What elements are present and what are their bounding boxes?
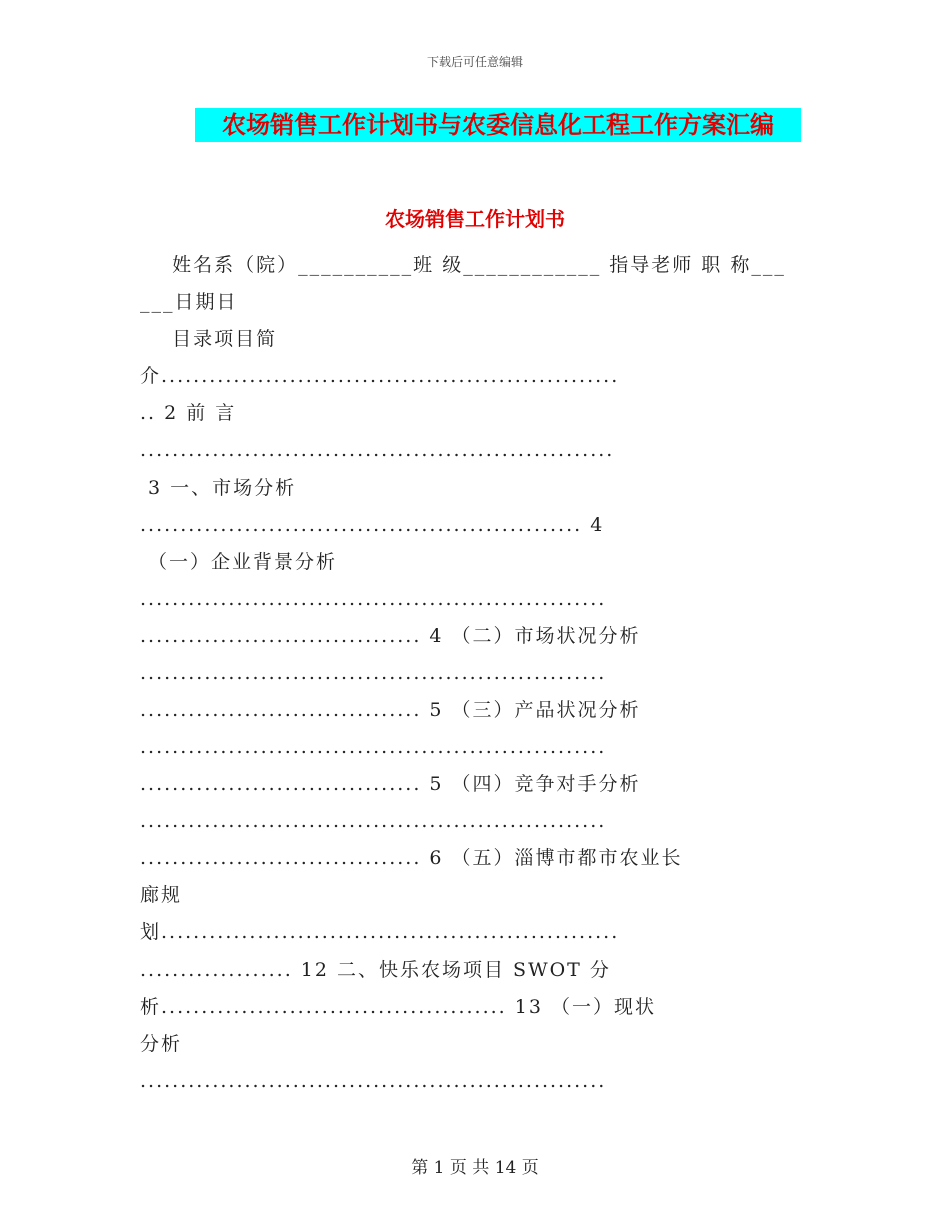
toc-line: ..........................................................	[140, 662, 607, 684]
toc-line: ................................... 4 （二）市场状况分析	[140, 625, 641, 647]
toc-line: 划.........................................................	[140, 921, 620, 943]
toc-line: ..........................................................	[140, 588, 607, 610]
page-footer: 第 1 页 共 14 页	[411, 1158, 539, 1178]
info-line-cont: ___日期日	[140, 291, 238, 313]
toc-line: 3 一、市场分析	[140, 477, 297, 499]
info-line: 姓名系（院）__________班 级____________ 指导老师 职 称___	[140, 254, 786, 276]
toc-line: ....................................................... 4	[140, 514, 605, 536]
toc-line: ..........................................................	[140, 736, 607, 758]
header-note: 下载后可任意编辑	[426, 55, 523, 69]
toc-heading: 目录项目简	[140, 328, 278, 350]
toc-line: ................................... 5 （三）产品状况分析	[140, 699, 641, 721]
toc-line: .. 2 前 言	[140, 402, 237, 424]
toc-line: 析........................................... 13 （一）现状	[140, 996, 656, 1018]
toc-line: 介.........................................................	[140, 365, 620, 387]
subtitle: 农场销售工作计划书	[385, 207, 565, 231]
toc-line: ................................... 6 （五）淄博市都市农业长	[140, 847, 683, 869]
toc-line: （一）企业背景分析	[140, 551, 338, 573]
toc-line: ..........................................................	[140, 1070, 607, 1092]
toc-line: ..........................................................	[140, 810, 607, 832]
toc-line: 廊规	[140, 884, 183, 906]
toc-line: 分析	[140, 1033, 183, 1055]
main-title: 农场销售工作计划书与农委信息化工程工作方案汇编	[195, 108, 801, 142]
toc-line: ...........................................................	[140, 439, 615, 461]
toc-line: ................... 12 二、快乐农场项目 SWOT 分	[140, 959, 611, 981]
toc-line: ................................... 5 （四）竞争对手分析	[140, 773, 641, 795]
